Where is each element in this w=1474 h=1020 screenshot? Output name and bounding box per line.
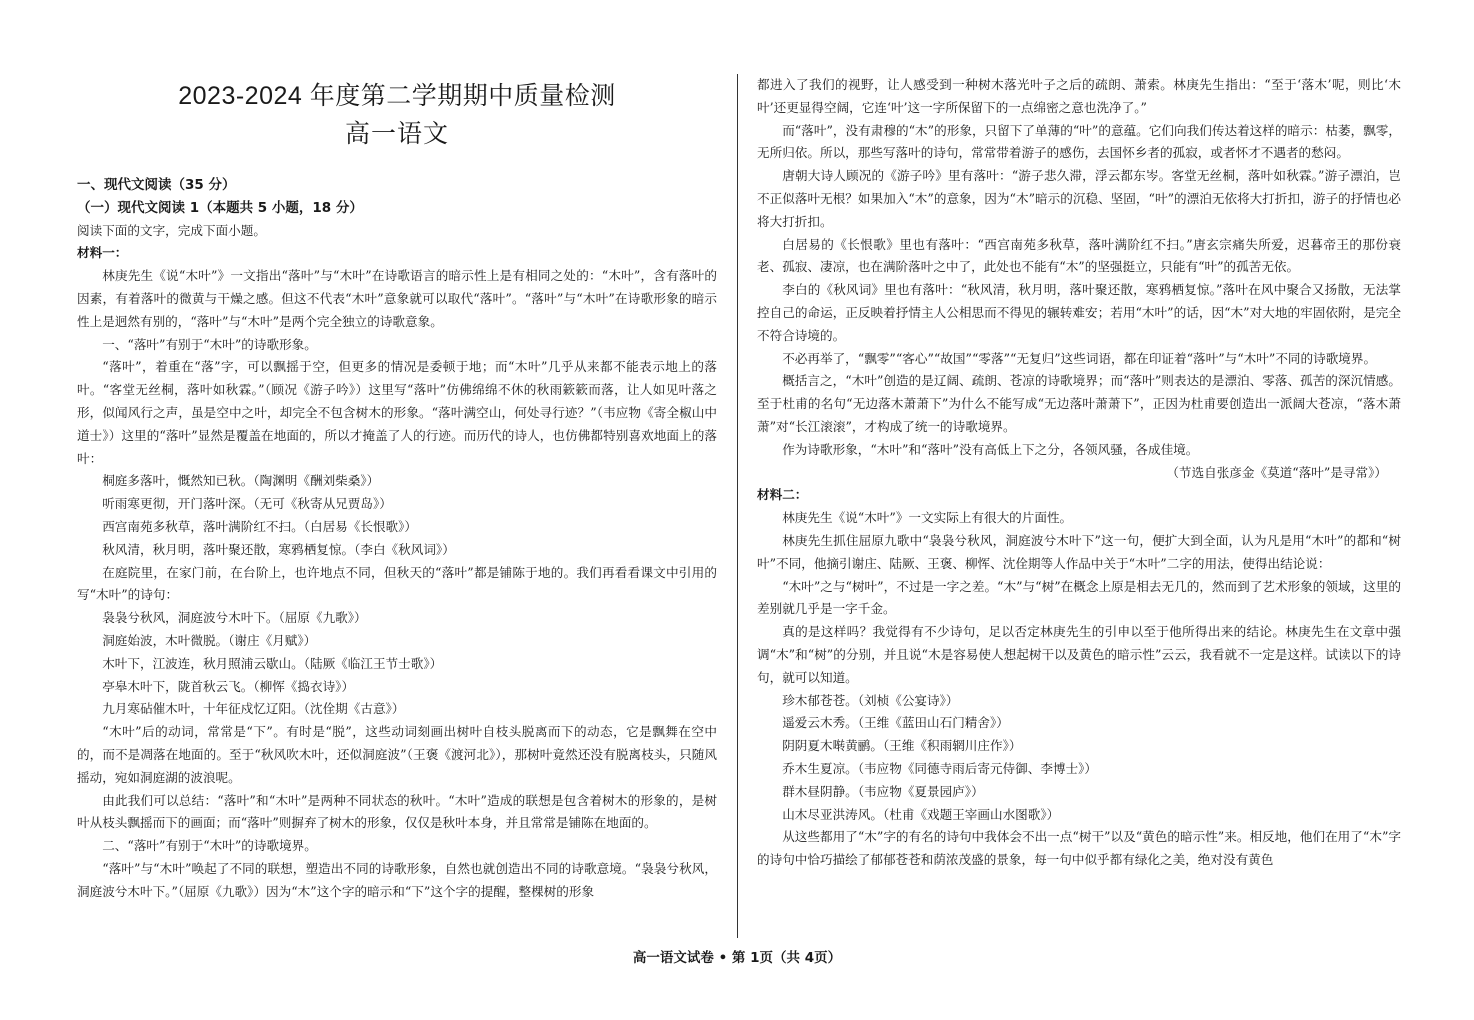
paragraph: “木叶”后的动词，常常是“下”。有时是“脱”，这些动词刻画出树叶自枝头脱离而下的动态，它是飘舞在空中的，而不是凋落在地面的。至于“秋风吹木叶，还似洞庭波”（王褒《渡河北》），那树叶竟然还没有脱离枝头，只随风摇动，宛如洞庭湖的波浪呢。 [77,724,717,785]
section-heading: 一、现代文阅读（35 分） [77,177,236,193]
poem-line: 珍木郁苍苍。（刘桢《公宴诗》） [782,692,959,708]
paragraph: 作为诗歌形象，“木叶”和“落叶”没有高低上下之分，各领风骚，各成佳境。 [782,441,1199,457]
poem-line: 遥爱云木秀。（王维《蓝田山石门精舍》） [782,715,1009,731]
page-footer: 高一语文试卷 • 第 1页（共 4页） [632,950,842,966]
poem-line: 桐庭多落叶，慨然知已秋。（陶渊明《酬刘柴桑》） [102,473,380,489]
exam-subject: 高一语文 [344,119,449,148]
paragraph: 一、“落叶”有别于“木叶”的诗歌形象。 [102,336,317,352]
poem-line: 阴阴夏木啭黄鹂。（王维《积雨辋川庄作》） [782,738,1022,754]
instruction-text: 阅读下面的文字，完成下面小题。 [77,222,266,238]
poem-line: 洞庭始波，木叶微脱。（谢庄《月赋》） [102,632,317,648]
paragraph: “落叶”与“木叶”唤起了不同的联想，塑造出不同的诗歌形象，自然也就创造出不同的诗歌意境。“袅袅兮秋风，洞庭波兮木叶下。”（屈原《九歌》）因为“木”这个字的暗示和“下”这个字的提醒，整棵树的形象 [77,860,717,899]
paragraph: 李白的《秋风词》里也有落叶：“秋风清，秋月明，落叶聚还散，寒鸦栖复惊。”落叶在风中聚合又扬散，无法掌控自己的命运，正反映着抒情主人公相思而不得见的辗转难安；若用“木叶”的话，因“木”对大地的牢固依附，是完全不符合诗境的。 [757,282,1401,343]
subsection-heading: （一）现代文阅读 1（本题共 5 小题，18 分） [77,199,363,216]
source-note: （节选自张彦金《莫道“落叶”是寻常》） [1166,464,1387,480]
paragraph: 从这些都用了“木”字的有名的诗句中我体会不出一点“树干”以及“黄色的暗示性”来。相反地，他们在用了“木”字的诗句中恰巧描绘了郁郁苍苍和荫浓茂盛的景象，每一句中似乎都有绿化之美，绝对没有黄色 [757,829,1401,868]
paragraph: 在庭院里，在家门前，在台阶上，也许地点不同，但秋天的“落叶”都是铺陈于地的。我们再看看课文中引用的写“木叶”的诗句： [77,564,717,603]
material1-label: 材料一： [77,245,128,261]
poem-line: 乔木生夏凉。（韦应物《同德寺雨后寄元侍御、李博士》） [782,760,1098,776]
poem-line: 群木昼阴静。（韦应物《夏景园庐》） [782,783,984,799]
paragraph: 概括言之，“木叶”创造的是辽阔、疏朗、苍凉的诗歌境界；而“落叶”则表达的是漂泊、零落、孤苦的深沉情感。至于杜甫的名句“无边落木萧萧下”为什么不能写成“无边落叶萧萧下”，正因为杜甫要创造出一派阔大苍凉，“落木萧萧”对“长江滚滚”，才构成了统一的诗歌境界。 [757,373,1401,434]
column-divider [737,74,738,938]
right-column [757,74,1401,938]
paragraph: 林庚先生抓住屈原九歌中“袅袅兮秋风，洞庭波兮木叶下”这一句，便扩大到全面，认为凡是用“木叶”的都和“树叶”不同，他摘引谢庄、陆厥、王褒、柳恽、沈佺期等人作品中关于“木叶”二字的用法，使得出结论说： [757,532,1401,571]
poem-line: 听雨寒更彻，开门落叶深。（无可《秋寄从兄贾岛》） [102,496,392,512]
paragraph: 白居易的《长恨歌》里也有落叶：“西宫南苑多秋草，落叶满阶红不扫。”唐玄宗痛失所爱，迟暮帝王的那份衰老、孤寂、凄凉，也在满阶落叶之中了，此处也不能有“木”的坚强挺立，只能有“叶”的孤苦无依。 [757,236,1401,275]
paragraph: 唐朝大诗人顾况的《游子吟》里有落叶：“游子悲久滞，浮云都东岑。客堂无丝桐，落叶如秋霖。”游子漂泊，岂不正似落叶无根？如果加入“木”的意象，因为“木”暗示的沉稳、坚固，“叶”的漂泊无依将大打折扣，游子的抒情也必将大打折扣。 [757,168,1401,229]
material2-label: 材料二： [757,487,808,503]
poem-line: 九月寒砧催木叶，十年征戍忆辽阳。（沈佺期《古意》） [102,701,405,717]
paragraph: 都进入了我们的视野，让人感受到一种树木落光叶子之后的疏朗、萧索。林庚先生指出：“至于‘落木’呢，则比‘木叶’还更显得空阔，它连‘叶’这一字所保留下的一点绵密之意也洗净了。” [757,77,1401,115]
paragraph: 二、“落叶”有别于“木叶”的诗歌境界。 [102,838,317,854]
poem-line: 袅袅兮秋风，洞庭波兮木叶下。（屈原《九歌》） [102,610,367,626]
left-column [77,174,717,938]
paragraph: “落叶”，着重在“落”字，可以飘摇于空，但更多的情况是委顿于地；而“木叶”几乎从来都不能表示地上的落叶。“客堂无丝桐，落叶如秋霖。”（顾况《游子吟》）这里写“落叶”仿佛绵绵不休的秋雨簌簌而落，让人如见叶落之形，似闻风行之声，虽是空中之叶，却完全不包含树木的形象。“落叶满空山，何处寻行迹？”（韦应物《寄全椒山中道士》）这里的“落叶”显然是覆盖在地面的，所以才掩盖了人的行迹。而历代的诗人，也仿佛都特别喜欢地面上的落叶： [77,359,717,466]
paragraph: 由此我们可以总结：“落叶”和“木叶”是两种不同状态的秋叶。“木叶”造成的联想是包含着树木的形象的，是树叶从枝头飘摇而下的画面；而“落叶”则摒弃了树木的形象，仅仅是秋叶本身，并且常常是铺陈在地面的。 [77,792,717,831]
paragraph: 林庚先生《说“木叶”》一文实际上有很大的片面性。 [782,510,1073,526]
paragraph: 而“落叶”，没有肃穆的“木”的形象，只留下了单薄的“叶”的意蕴。它们向我们传达着这样的暗示：枯萎，飘零，无所归依。所以，那些写落叶的诗句，常常带着游子的感伤，去国怀乡者的孤寂，或者怀才不遇者的愁闷。 [757,122,1401,161]
poem-line: 山木尽亚洪涛风。（杜甫《戏题王宰画山水图歌》） [782,806,1060,822]
poem-line: 木叶下，江波连，秋月照浦云歇山。（陆厥《临江王节士歌》） [102,655,443,671]
paragraph: 林庚先生《说“木叶”》一文指出“落叶”与“木叶”在诗歌语言的暗示性上是有相同之处的：“木叶”，含有落叶的因素，有着落叶的微黄与干燥之感。但这不代表“木叶”意象就可以取代“落叶”。“落叶”与“木叶”在诗歌形象的暗示性上是迥然有别的，“落叶”与“木叶”是两个完全独立的诗歌意象。 [77,268,717,329]
poem-line: 亭皋木叶下，陇首秋云飞。（柳恽《捣衣诗》） [102,678,355,694]
poem-line: 秋风清，秋月明，落叶聚还散，寒鸦栖复惊。（李白《秋风词》） [102,541,455,557]
paragraph: 真的是这样吗？我觉得有不少诗句，足以否定林庚先生的引申以至于他所得出来的结论。林庚先生在文章中强调“木”和“树”的分别，并且说“木是容易使人想起树干以及黄色的暗示性”云云，我看就不一定是这样。试读以下的诗句，就可以知道。 [757,624,1401,685]
exam-title: 2023-2024 年度第二学期期中质量检测 [178,82,616,110]
paragraph: “木叶”之与“树叶”，不过是一字之差。“木”与“树”在概念上原是相去无几的，然而到了艺术形象的领域，这里的差别就几乎是一字千金。 [757,578,1401,617]
paragraph: 不必再举了，“飘零”“客心”“故国”“零落”“无复归”这些词语，都在印证着“落叶”与“木叶”不同的诗歌境界。 [782,350,1377,366]
poem-line: 西宫南苑多秋草，落叶满阶红不扫。（白居易《长恨歌》） [102,518,418,534]
